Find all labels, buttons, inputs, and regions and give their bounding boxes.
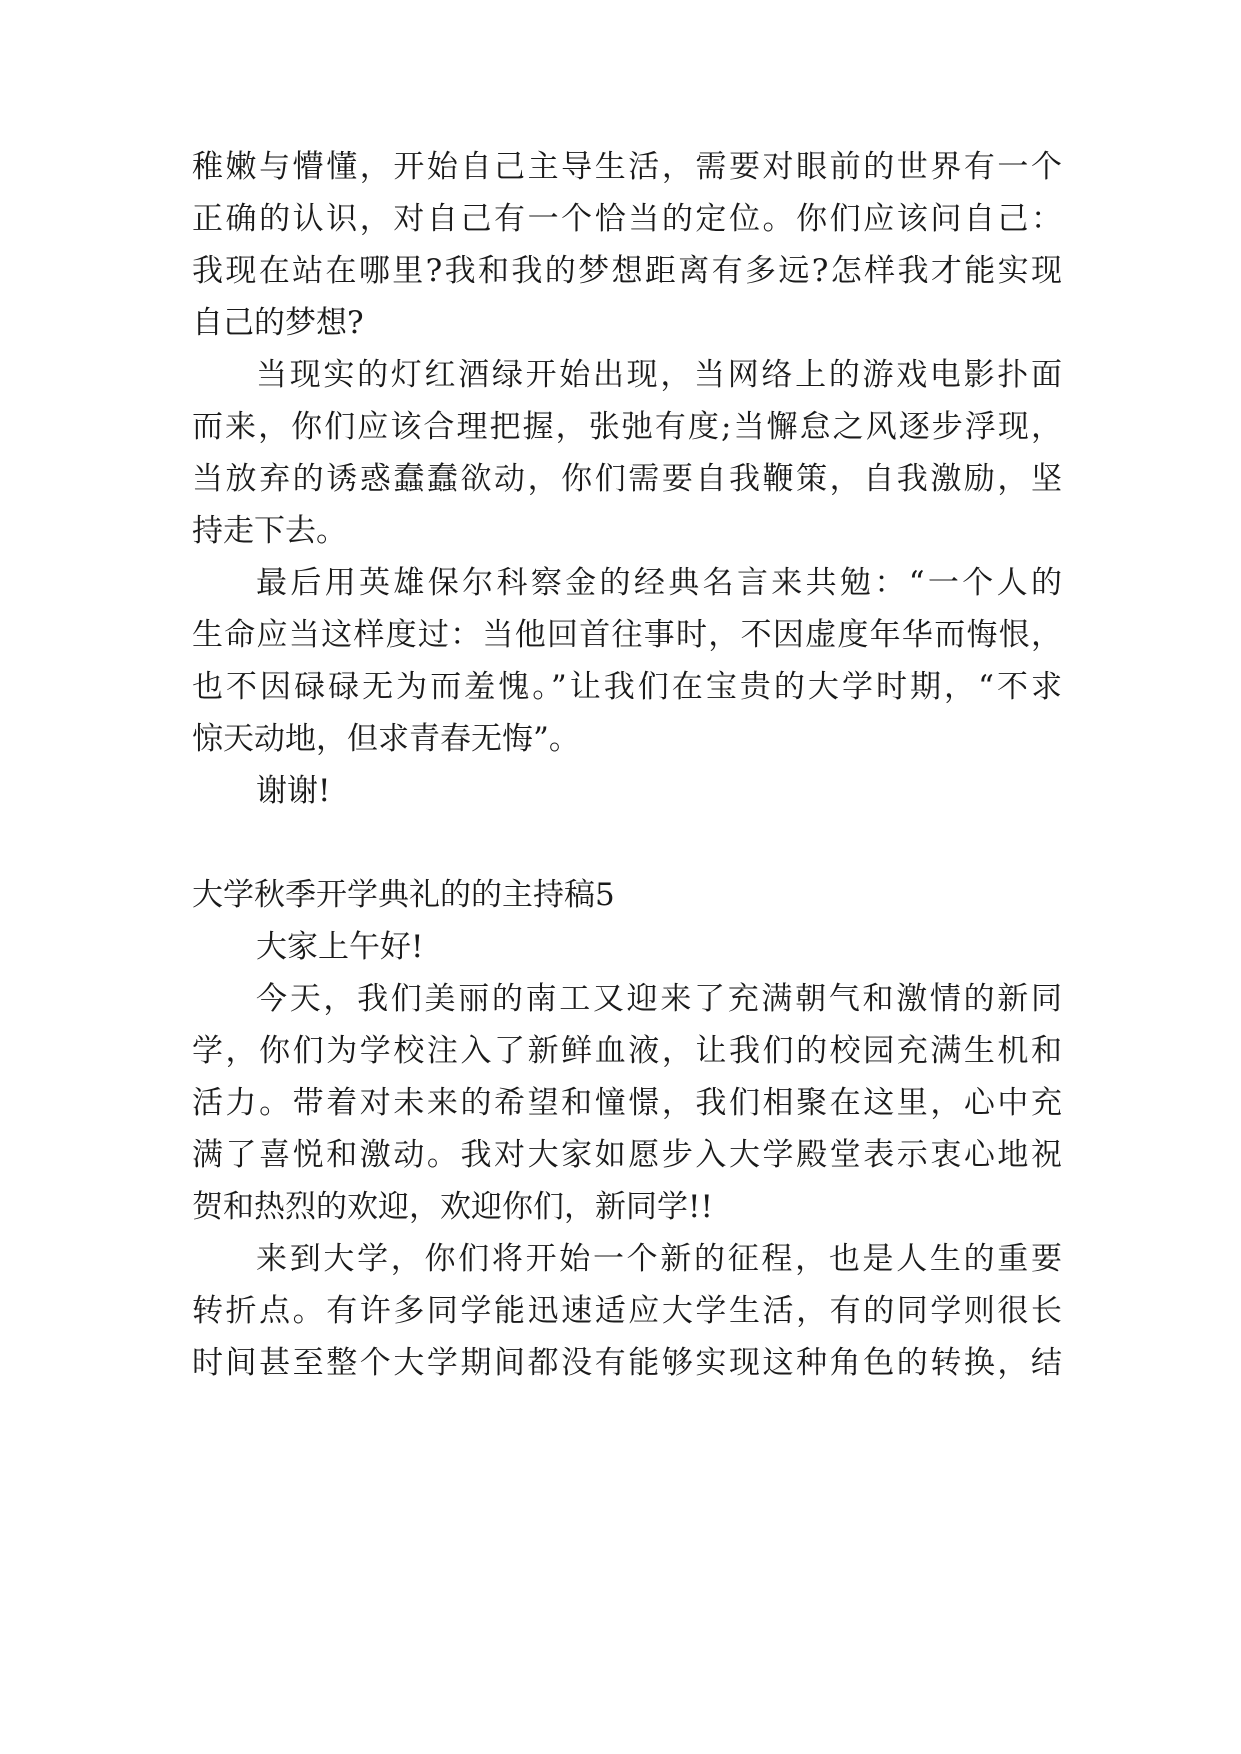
text-line: 惊天动地，但求青春无悔”。 [192,721,580,757]
text-line: 学，你们为学校注入了新鲜血液，让我们的校园充满生机和 [192,1033,1062,1069]
text-line: 最后用英雄保尔科察金的经典名言来共勉：“一个人的 [256,565,1062,601]
text-line: 自己的梦想? [192,305,364,341]
text-line: 活力。带着对未来的希望和憧憬，我们相聚在这里，心中充 [192,1085,1062,1121]
text-line: 大家上午好! [256,929,424,965]
section-title: 大学秋季开学典礼的的主持稿5 [192,877,615,913]
text-line: 谢谢! [256,773,331,809]
text-line: 今天，我们美丽的南工又迎来了充满朝气和激情的新同 [256,981,1062,1017]
text-line: 当现实的灯红酒绿开始出现，当网络上的游戏电影扑面 [256,357,1062,393]
text-line: 贺和热烈的欢迎，欢迎你们，新同学!! [192,1189,713,1225]
text-line: 稚嫩与懵懂，开始自己主导生活，需要对眼前的世界有一个 [192,149,1062,185]
text-line: 当放弃的诱惑蠢蠢欲动，你们需要自我鞭策，自我激励，坚 [192,461,1062,497]
text-line: 而来，你们应该合理把握，张弛有度;当懈怠之风逐步浮现， [192,409,1062,445]
text-line: 时间甚至整个大学期间都没有能够实现这种角色的转换，结 [192,1345,1062,1381]
text-line: 满了喜悦和激动。我对大家如愿步入大学殿堂表示衷心地祝 [192,1137,1062,1173]
text-line: 转折点。有许多同学能迅速适应大学生活，有的同学则很长 [192,1293,1062,1329]
text-line: 我现在站在哪里?我和我的梦想距离有多远?怎样我才能实现 [192,253,1062,289]
text-line: 来到大学，你们将开始一个新的征程，也是人生的重要 [256,1241,1062,1277]
text-line: 正确的认识，对自己有一个恰当的定位。你们应该问自己： [192,201,1062,237]
text-line: 也不因碌碌无为而羞愧。”让我们在宝贵的大学时期，“不求 [192,669,1062,705]
text-line: 持走下去。 [192,513,347,549]
text-line: 生命应当这样度过：当他回首往事时，不因虚度年华而悔恨， [192,617,1062,653]
